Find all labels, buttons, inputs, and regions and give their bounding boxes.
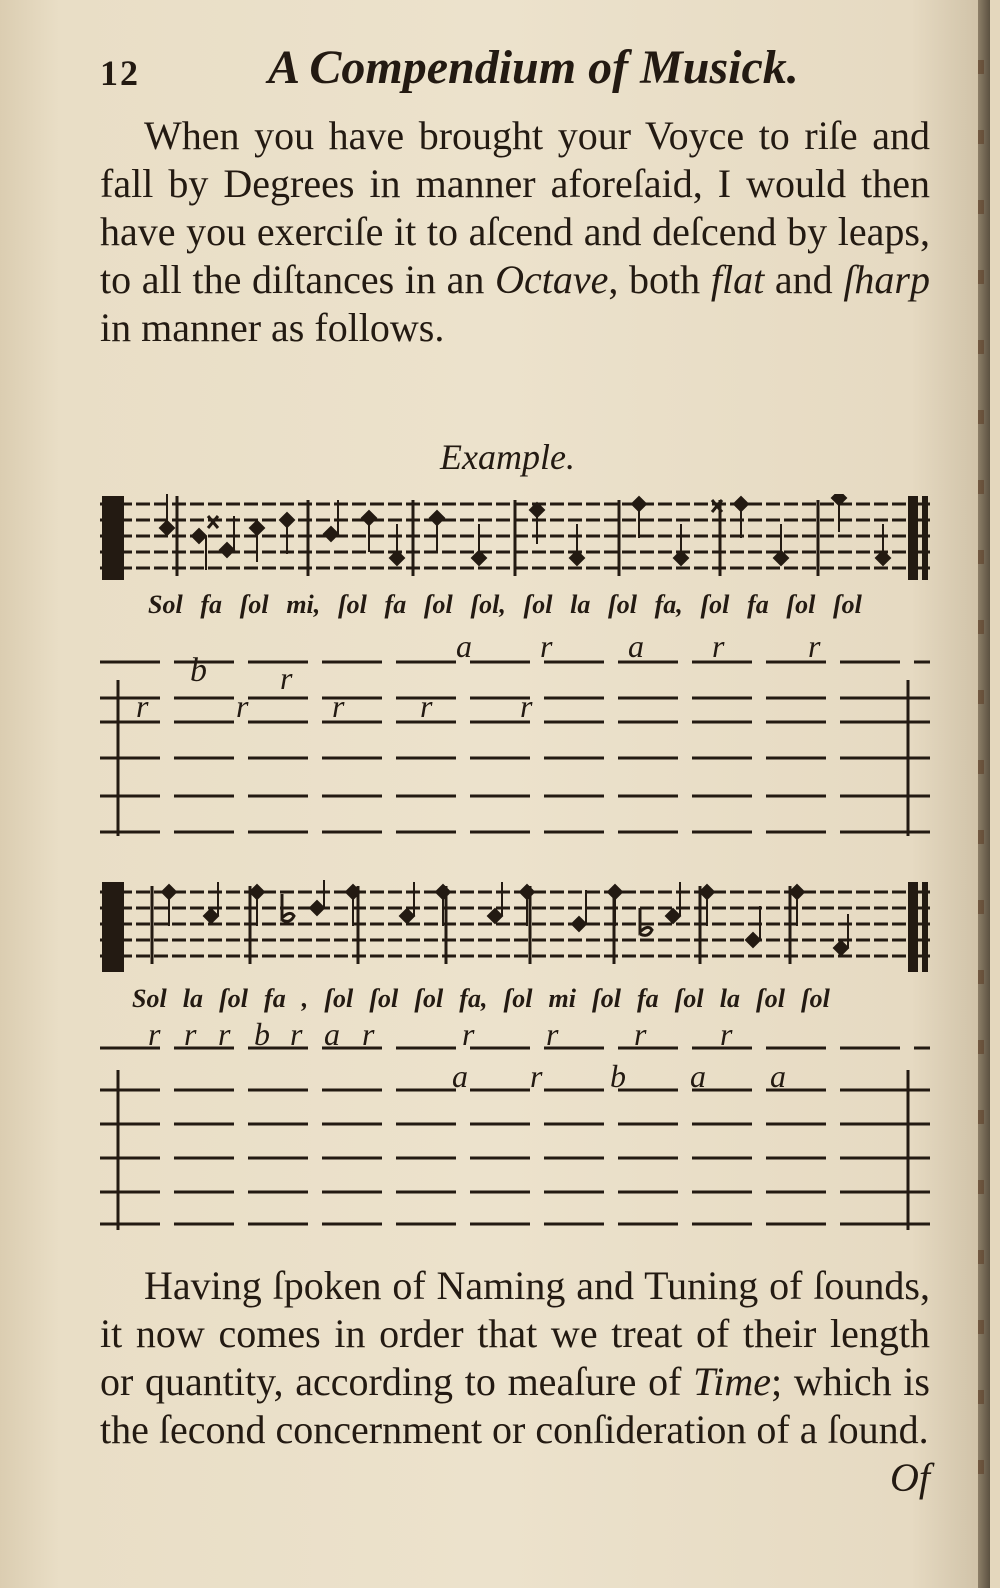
syllable: fa [384, 590, 407, 619]
syllable: ſol [801, 984, 830, 1013]
tab-letter: r [362, 1016, 375, 1052]
tablature-1 [100, 628, 930, 840]
tab-letter: r [808, 628, 821, 664]
tab-letter: r [236, 688, 249, 724]
syllable: ſol [423, 590, 453, 619]
tablature-1-lines [100, 640, 930, 840]
syllable: ſol [833, 590, 862, 619]
page-header [100, 40, 930, 110]
syllable: mi, [286, 590, 321, 619]
syllable: ſol [523, 590, 553, 619]
syllable: ſol [608, 590, 637, 619]
tab-letter: a [628, 628, 644, 664]
tab-letter: r [184, 1016, 197, 1052]
syllable: ſol [786, 590, 816, 619]
tab-letter: r [462, 1016, 475, 1052]
tab-letter: r [148, 1016, 161, 1052]
syllable: , [301, 984, 309, 1013]
paragraph-intro [100, 112, 930, 352]
syllable: mi [548, 984, 576, 1013]
syllable: ſol [337, 590, 367, 619]
syllable: fa [747, 590, 769, 619]
tab-letter: b [610, 1058, 626, 1094]
tab-letter: r [520, 688, 533, 724]
syllable: la [570, 590, 591, 619]
tab-letter: r [332, 688, 345, 724]
syllable: ſol, [470, 590, 506, 619]
flat-term: flat [710, 257, 765, 302]
syllable: ſol [503, 984, 533, 1013]
time-term: Time [693, 1359, 771, 1404]
syllable: Sol [148, 590, 183, 619]
tab-letter: r [420, 688, 433, 724]
tab-letter: r [712, 628, 725, 664]
paragraph-intro-text-c: and [764, 257, 844, 302]
syllable: ſol [756, 984, 785, 1013]
syllable: ſol [674, 984, 704, 1013]
tablature-2 [100, 1016, 930, 1240]
example-heading: Example. [440, 437, 575, 477]
syllable: ſol [239, 590, 269, 619]
syllable: fa [264, 984, 286, 1013]
tab-letter: b [190, 652, 207, 689]
syllable: ſol [592, 984, 621, 1013]
paragraph-intro-text-d: in manner as follows. [100, 305, 445, 350]
tab-letter: r [720, 1016, 733, 1052]
octave-term: Octave [495, 257, 609, 302]
tab-letter: r [218, 1016, 231, 1052]
tab-letter: r [540, 628, 553, 664]
paragraph-time [100, 1262, 930, 1502]
page-number: 12 [100, 53, 140, 93]
paragraph-time-text-b: ; which is the ſecond concernment or conſideration of a ſound. [100, 1359, 930, 1452]
syllable: la [719, 984, 740, 1013]
tab-letter: r [634, 1016, 647, 1052]
tab-letter: r [290, 1016, 303, 1052]
syllable: fa, [459, 984, 488, 1013]
tab-letter: a [324, 1016, 340, 1052]
paragraph-intro-text: When you have brought your Voyce to riſe and fall by Degrees in manner aforeſaid, I would then have you exerciſe it to aſcend and deſcend by leaps, to all the diſtances in an [100, 113, 930, 302]
staff-1-syllables [100, 590, 930, 620]
tab-letter: a [456, 628, 472, 664]
tab-letter: a [690, 1058, 706, 1094]
syllable: fa, [654, 590, 683, 619]
music-staff-1 [100, 494, 930, 584]
syllable: ſol [219, 984, 248, 1013]
tab-letter: b [254, 1016, 270, 1052]
syllable: ſol [324, 984, 354, 1013]
music-staff-2 [100, 880, 930, 976]
tab-letter: r [136, 688, 149, 724]
paragraph-intro-text-b: , both [608, 257, 711, 302]
syllable: ſol [369, 984, 399, 1013]
syllable: la [182, 984, 203, 1013]
syllable: fa [637, 984, 659, 1013]
sharp-term: ſharp [843, 257, 930, 302]
staff-2-notation [100, 880, 930, 976]
staff-2-syllables [100, 984, 930, 1014]
tab-letter: r [546, 1016, 559, 1052]
paragraph-time-text: Having ſpoken of Naming and Tuning of ſounds, it now comes in order that we treat of their length or quantity, according to meaſure of [100, 1263, 930, 1404]
page-edge-stains [978, 60, 984, 1520]
tab-letter: r [530, 1058, 543, 1094]
staff-1-notation [100, 494, 930, 584]
syllable: ſol [700, 590, 730, 619]
tab-letter: a [452, 1058, 468, 1094]
syllable: fa [200, 590, 223, 619]
syllable: ſol [414, 984, 444, 1013]
tab-letter: r [280, 660, 293, 696]
catchword: Of [890, 1455, 930, 1500]
syllable: Sol [132, 984, 167, 1013]
tab-letter: a [770, 1058, 786, 1094]
running-title: A Compendium of Musick. [268, 41, 799, 94]
